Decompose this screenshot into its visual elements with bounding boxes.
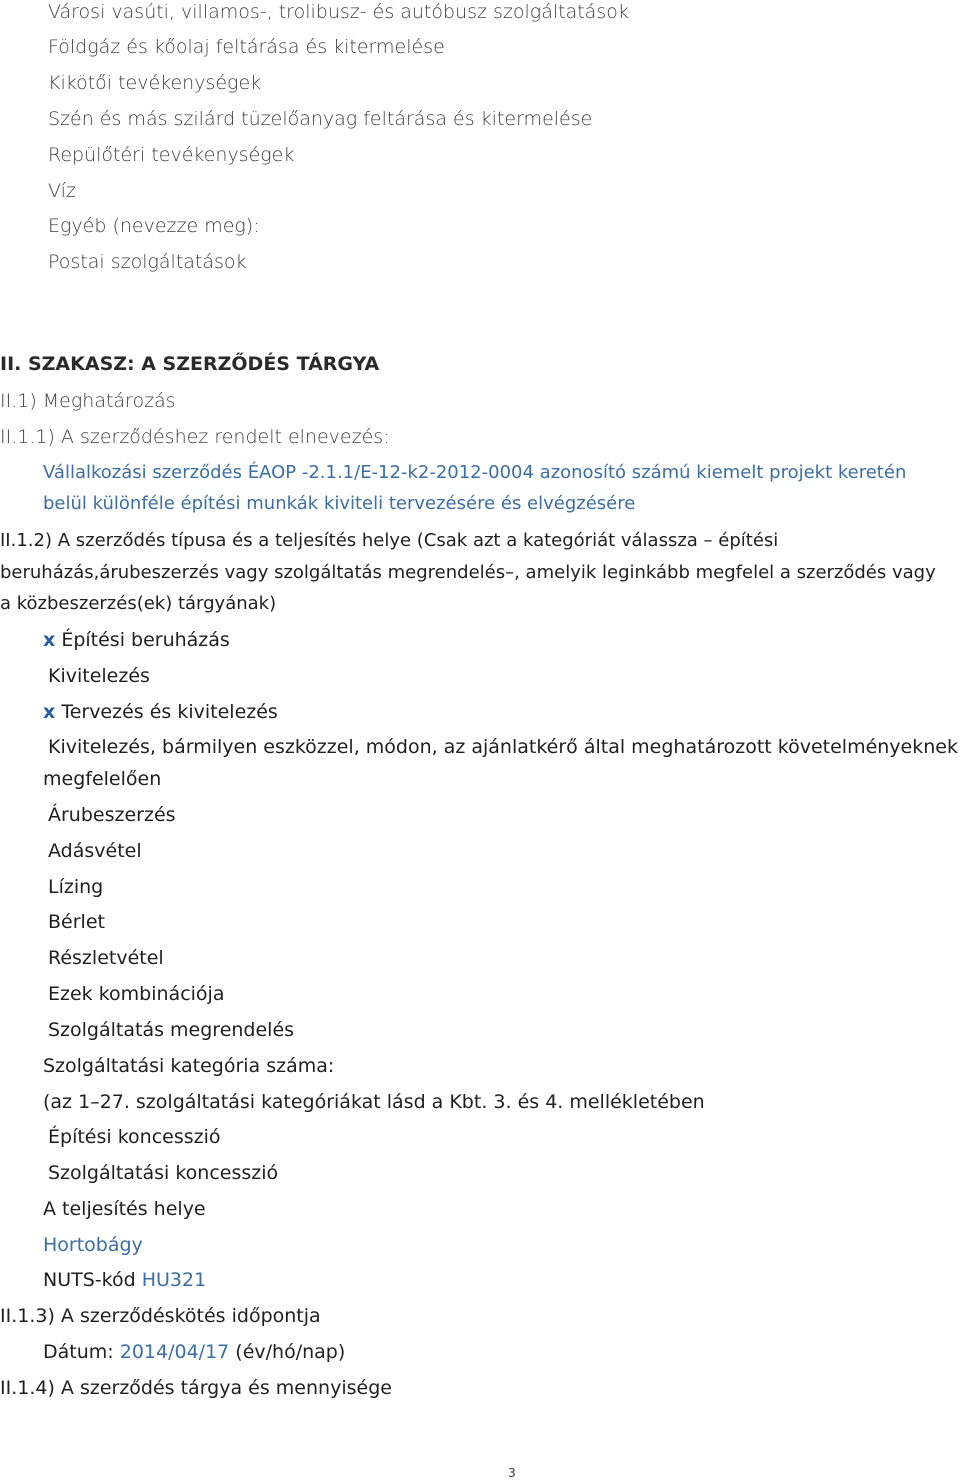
list-item: Szolgáltatási kategória száma: [43, 1055, 335, 1077]
date-value: 2014/04/17 [119, 1341, 230, 1363]
checked-mark: x [43, 629, 56, 651]
list-item-label: Építési beruházás [61, 629, 230, 651]
list-item-label: Tervezés és kivitelezés [61, 701, 278, 723]
subsection-title: II.1.3) A szerződéskötés időpontja [0, 1305, 321, 1327]
checked-mark: x [43, 701, 56, 723]
list-item: Adásvétel [48, 840, 142, 862]
list-item: Városi vasúti, villamos-, trolibusz- és autóbusz szolgáltatások [48, 1, 629, 23]
list-item: Földgáz és kőolaj feltárása és kitermelése [48, 36, 445, 58]
contract-date [43, 1340, 345, 1364]
list-item: Kivitelezés [48, 665, 150, 687]
list-item: Szolgáltatás megrendelés [48, 1019, 295, 1041]
list-item: Repülőtéri tevékenységek [48, 144, 295, 166]
performance-place-label: A teljesítés helye [43, 1198, 206, 1220]
nuts-label: NUTS-kód [43, 1269, 136, 1291]
list-item: Szolgáltatási koncesszió [48, 1162, 279, 1184]
list-item: Részletvétel [48, 947, 164, 969]
list-item: Víz [48, 180, 76, 202]
list-item-epitesi-beruhazas [43, 628, 230, 652]
list-item: Árubeszerzés [48, 804, 176, 826]
list-item: Egyéb (nevezze meg): [48, 215, 260, 237]
page-number: 3 [508, 1466, 516, 1480]
nuts-code [43, 1268, 206, 1292]
subsection-text: a közbeszerzés(ek) tárgyának) [0, 593, 277, 614]
list-item: Ezek kombinációja [48, 983, 225, 1005]
date-label: Dátum: [43, 1341, 114, 1363]
contract-name: Vállalkozási szerződés ÉAOP -2.1.1/E-12-k2-2012-0004 azonosító számú kiemelt projekt keretén [43, 462, 907, 483]
list-item: Kikötői tevékenységek [48, 72, 262, 94]
section-title: II. SZAKASZ: A SZERZŐDÉS TÁRGYA [0, 353, 380, 375]
list-item-tervezes [43, 700, 278, 724]
list-item: Építési koncesszió [48, 1126, 221, 1148]
list-item: Lízing [48, 876, 104, 898]
subsection-title: II.1.2) A szerződés típusa és a teljesítés helye (Csak azt a kategóriát válassza – építési [0, 530, 779, 551]
subsection-title: II.1) Meghatározás [0, 390, 176, 412]
contract-name: belül különféle építési munkák kiviteli tervezésére és elvégzésére [43, 493, 636, 514]
subsection-text: beruházás,árubeszerzés vagy szolgáltatás megrendelés–, amelyik leginkább megfelel a szerződés vagy [0, 562, 936, 583]
list-item: Bérlet [48, 911, 105, 933]
list-item: Kivitelezés, bármilyen eszközzel, módon, az ajánlatkérő által meghatározott követelményeknek [48, 736, 958, 758]
list-item: Postai szolgáltatások [48, 251, 247, 273]
list-item: Szén és más szilárd tüzelőanyag feltárása és kitermelése [48, 108, 593, 130]
list-item: megfelelően [43, 768, 162, 790]
list-item: (az 1–27. szolgáltatási kategóriákat lásd a Kbt. 3. és 4. mellékletében [43, 1091, 705, 1113]
performance-place-value: Hortobágy [43, 1234, 143, 1256]
subsection-title: II.1.4) A szerződés tárgya és mennyisége [0, 1377, 392, 1399]
date-format: (év/hó/nap) [235, 1341, 346, 1363]
subsection-title: II.1.1) A szerződéshez rendelt elnevezés: [0, 426, 390, 448]
nuts-value: HU321 [141, 1269, 207, 1291]
